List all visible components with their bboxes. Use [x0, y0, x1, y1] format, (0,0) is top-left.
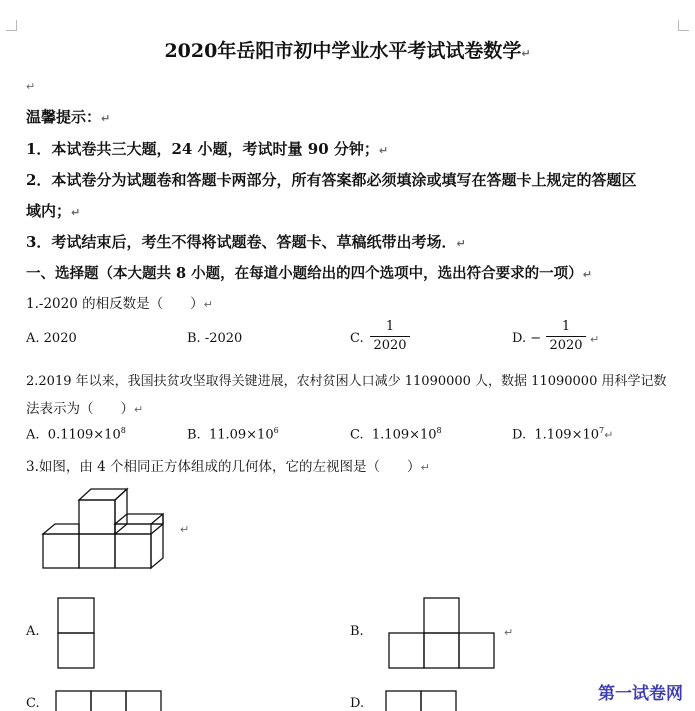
question-3-option-a-label: A.	[26, 624, 40, 639]
page-corner-top-right	[678, 20, 689, 31]
question-3-option-c-figure	[55, 690, 165, 710]
question-1-option-c-label: C.	[350, 331, 364, 346]
watermark: 第一试卷网	[598, 684, 683, 704]
question-1-option-c-fraction	[370, 318, 410, 355]
question-3-option-d-label: D.	[350, 696, 365, 711]
question-2-option-a: A. $0.1109\times 10^8$	[26, 426, 126, 443]
question-2-option-d: D. $1.109\times 10^7↵$	[512, 426, 614, 443]
document-title: 2020年岳阳市初中学业水平考试试卷数学↵	[164, 40, 531, 62]
notice-heading: 温馨提示：↵	[26, 108, 111, 126]
question-3-option-b-label: B.	[350, 624, 364, 639]
page-corner-top-left	[6, 20, 17, 31]
question-2-stem: 2.2019 年以来，我国扶贫攻坚取得关键进展，农村贫困人口减少 11090000 人，数据 11090000 用科学记数	[26, 374, 667, 389]
paragraph-mark: ↵	[26, 80, 36, 93]
fraction-denominator: 2020	[373, 338, 407, 353]
fraction-numerator: 1	[561, 319, 571, 334]
fraction-denominator: 2020	[549, 338, 583, 353]
notice-item-1: 1．本试卷共三大题，24 小题，考试时量 90 分钟；↵	[26, 140, 389, 158]
notice-item-3: 3．考试结束后，考生不得将试题卷、答题卡、草稿纸带出考场．↵	[26, 233, 466, 251]
section-heading: 一、选择题（本大题共 8 小题，在每道小题给出的四个选项中，选出符合要求的一项）↵	[26, 265, 592, 282]
fraction-numerator: 1	[385, 319, 395, 334]
question-3-option-b-figure	[388, 597, 498, 671]
question-3-option-c-label: C.	[26, 696, 40, 711]
question-3-solid-figure	[40, 486, 165, 571]
question-3-stem: 3.如图，由 4 个相同正方体组成的几何体，它的左视图是（ ）↵	[26, 459, 430, 475]
question-1-option-a: A. 2020	[26, 331, 77, 346]
question-2-option-c: C. $1.109\times 10^8$	[350, 426, 442, 443]
question-1-option-b: B. -2020	[187, 331, 243, 346]
paragraph-mark: ↵	[590, 333, 600, 346]
question-3-option-d-figure	[385, 690, 460, 710]
question-1-option-d-label: D. −	[512, 331, 542, 346]
question-1-option-d-fraction	[546, 318, 586, 355]
question-3-option-a-figure	[57, 597, 97, 671]
paragraph-mark: ↵	[504, 626, 514, 639]
question-2-option-b: B. $11.09\times 10^6$	[187, 426, 279, 443]
question-1-stem: 1.-2020 的相反数是（ ）↵	[26, 296, 213, 312]
notice-item-2: 2．本试卷分为试题卷和答题卡两部分，所有答案都必须填涂或填写在答题卡上规定的答题区	[26, 171, 637, 189]
notice-item-2-cont: 域内；↵	[26, 202, 81, 220]
question-2-stem-cont: 法表示为（ ）↵	[26, 401, 144, 417]
paragraph-mark: ↵	[180, 523, 190, 536]
